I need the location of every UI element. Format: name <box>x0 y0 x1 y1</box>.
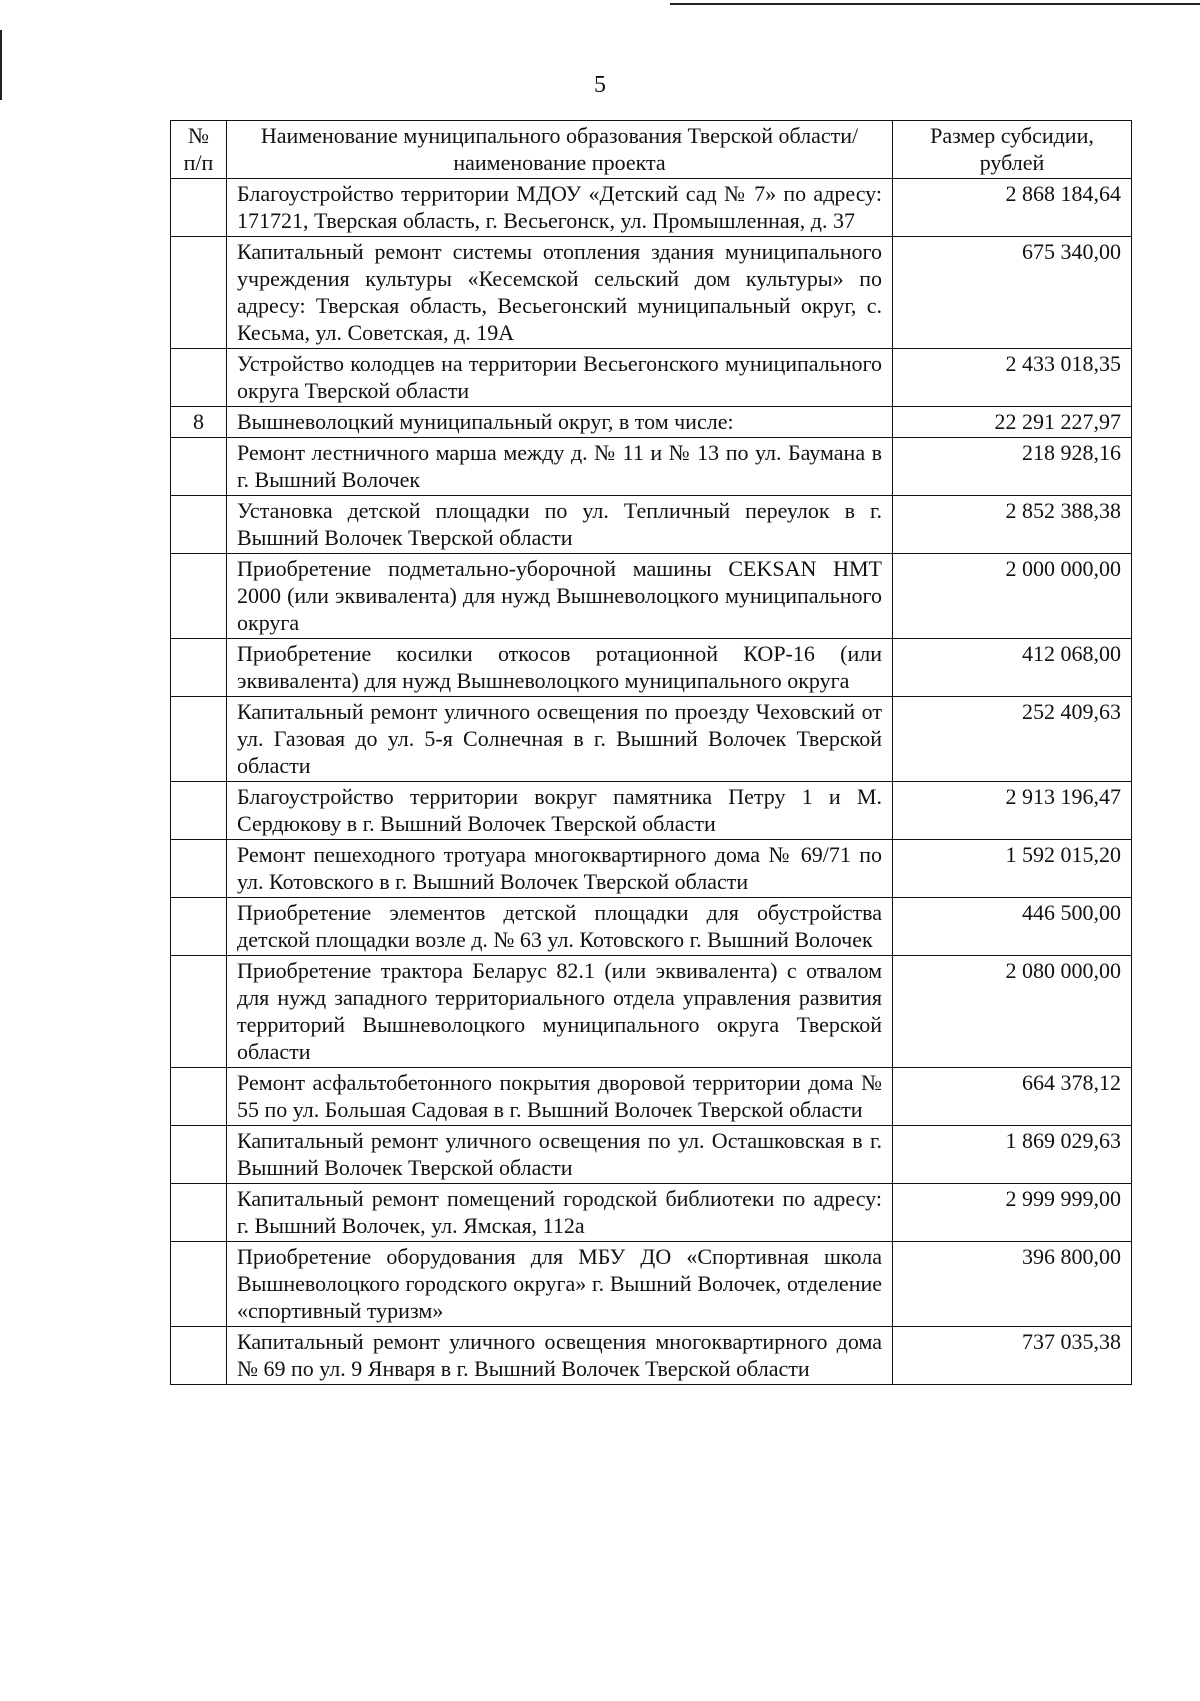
subsidy-amount: 396 800,00 <box>893 1242 1132 1327</box>
table-row <box>171 179 1132 237</box>
table-row <box>171 237 1132 349</box>
table-row <box>171 1242 1132 1327</box>
subsidy-amount: 446 500,00 <box>893 898 1132 956</box>
subsidy-amount: 664 378,12 <box>893 1068 1132 1126</box>
project-name: Приобретение косилки откосов ротационной КОР-16 (или эквивалента) для нужд Вышневолоцкого муниципального округа <box>227 639 893 697</box>
subsidy-amount: 675 340,00 <box>893 237 1132 349</box>
project-name: Благоустройство территории МДОУ «Детский сад № 7» по адресу: 171721, Тверская область, г. Весьегонск, ул. Промышленная, д. 37 <box>227 179 893 237</box>
project-name: Устройство колодцев на территории Весьегонского муниципального округа Тверской области <box>227 349 893 407</box>
row-number <box>171 697 227 782</box>
table-row <box>171 782 1132 840</box>
project-name: Приобретение элементов детской площадки для обустройства детской площадки возле д. № 63 ул. Котовского г. Вышний Волочек <box>227 898 893 956</box>
project-name: Приобретение трактора Беларус 82.1 (или эквивалента) с отвалом для нужд западного территориального отдела управления развития территорий Вышневолоцкого муниципального округа Тверской области <box>227 956 893 1068</box>
row-number <box>171 237 227 349</box>
row-number <box>171 639 227 697</box>
project-name: Вышневолоцкий муниципальный округ, в том числе: <box>227 407 893 438</box>
table-body <box>171 179 1132 1385</box>
subsidy-amount: 1 592 015,20 <box>893 840 1132 898</box>
project-name: Капитальный ремонт системы отопления здания муниципального учреждения культуры «Кесемской сельский дом культуры» по адресу: Тверская область, Весьегонский муниципальный округ, с. Кесьма, ул. Советская, д. 19А <box>227 237 893 349</box>
table-row <box>171 349 1132 407</box>
row-number <box>171 496 227 554</box>
project-name: Капитальный ремонт помещений городской библиотеки по адресу: г. Вышний Волочек, ул. Ямская, 112а <box>227 1184 893 1242</box>
page-number: 5 <box>594 72 606 98</box>
subsidy-amount: 2 080 000,00 <box>893 956 1132 1068</box>
project-name: Капитальный ремонт уличного освещения по проезду Чеховский от ул. Газовая до ул. 5-я Солнечная в г. Вышний Волочек Тверской области <box>227 697 893 782</box>
project-name: Капитальный ремонт уличного освещения по ул. Осташковская в г. Вышний Волочек Тверской области <box>227 1126 893 1184</box>
project-name: Ремонт асфальтобетонного покрытия дворовой территории дома № 55 по ул. Большая Садовая в г. Вышний Волочек Тверской области <box>227 1068 893 1126</box>
project-name: Капитальный ремонт уличного освещения многоквартирного дома № 69 по ул. 9 Января в г. Вышний Волочек Тверской области <box>227 1327 893 1385</box>
subsidy-amount: 218 928,16 <box>893 438 1132 496</box>
project-name: Благоустройство территории вокруг памятника Петру 1 и М. Сердюкову в г. Вышний Волочек Тверской области <box>227 782 893 840</box>
header-name: Наименование муниципального образования Тверской области/наименование проекта <box>227 121 893 179</box>
row-number <box>171 349 227 407</box>
table-row <box>171 840 1132 898</box>
subsidy-amount: 2 433 018,35 <box>893 349 1132 407</box>
subsidy-amount: 412 068,00 <box>893 639 1132 697</box>
table-header-row <box>171 121 1132 179</box>
project-name: Ремонт лестничного марша между д. № 11 и № 13 по ул. Баумана в г. Вышний Волочек <box>227 438 893 496</box>
table-row <box>171 1327 1132 1385</box>
subsidy-amount: 1 869 029,63 <box>893 1126 1132 1184</box>
project-name: Приобретение оборудования для МБУ ДО «Спортивная школа Вышневолоцкого городского округа» г. Вышний Волочек, отделение «спортивный туризм» <box>227 1242 893 1327</box>
table-row <box>171 1068 1132 1126</box>
project-name: Приобретение подметально-уборочной машины CEKSAN HMT 2000 (или эквивалента) для нужд Вышневолоцкого муниципального округа <box>227 554 893 639</box>
project-name: Ремонт пешеходного тротуара многоквартирного дома № 69/71 по ул. Котовского в г. Вышний Волочек Тверской области <box>227 840 893 898</box>
row-number <box>171 898 227 956</box>
table-row <box>171 496 1132 554</box>
subsidy-amount: 737 035,38 <box>893 1327 1132 1385</box>
row-number: 8 <box>171 407 227 438</box>
table-row <box>171 898 1132 956</box>
row-number <box>171 1126 227 1184</box>
table-row <box>171 1126 1132 1184</box>
row-number <box>171 1184 227 1242</box>
subsidy-table <box>170 120 1132 1385</box>
header-sum: Размер субсидии, рублей <box>893 121 1132 179</box>
table-row <box>171 639 1132 697</box>
row-number <box>171 554 227 639</box>
subsidy-amount: 2 868 184,64 <box>893 179 1132 237</box>
subsidy-amount: 2 000 000,00 <box>893 554 1132 639</box>
project-name: Установка детской площадки по ул. Тепличный переулок в г. Вышний Волочек Тверской области <box>227 496 893 554</box>
table-row <box>171 1184 1132 1242</box>
table-row <box>171 407 1132 438</box>
row-number <box>171 956 227 1068</box>
scan-edge-top <box>670 3 1200 5</box>
table-row <box>171 956 1132 1068</box>
subsidy-amount: 252 409,63 <box>893 697 1132 782</box>
subsidy-amount: 2 913 196,47 <box>893 782 1132 840</box>
header-num: № п/п <box>171 121 227 179</box>
subsidy-amount: 2 999 999,00 <box>893 1184 1132 1242</box>
subsidy-amount: 22 291 227,97 <box>893 407 1132 438</box>
row-number <box>171 782 227 840</box>
table-row <box>171 438 1132 496</box>
row-number <box>171 840 227 898</box>
row-number <box>171 1242 227 1327</box>
row-number <box>171 438 227 496</box>
table-row <box>171 554 1132 639</box>
row-number <box>171 179 227 237</box>
row-number <box>171 1327 227 1385</box>
table-row <box>171 697 1132 782</box>
subsidy-amount: 2 852 388,38 <box>893 496 1132 554</box>
row-number <box>171 1068 227 1126</box>
